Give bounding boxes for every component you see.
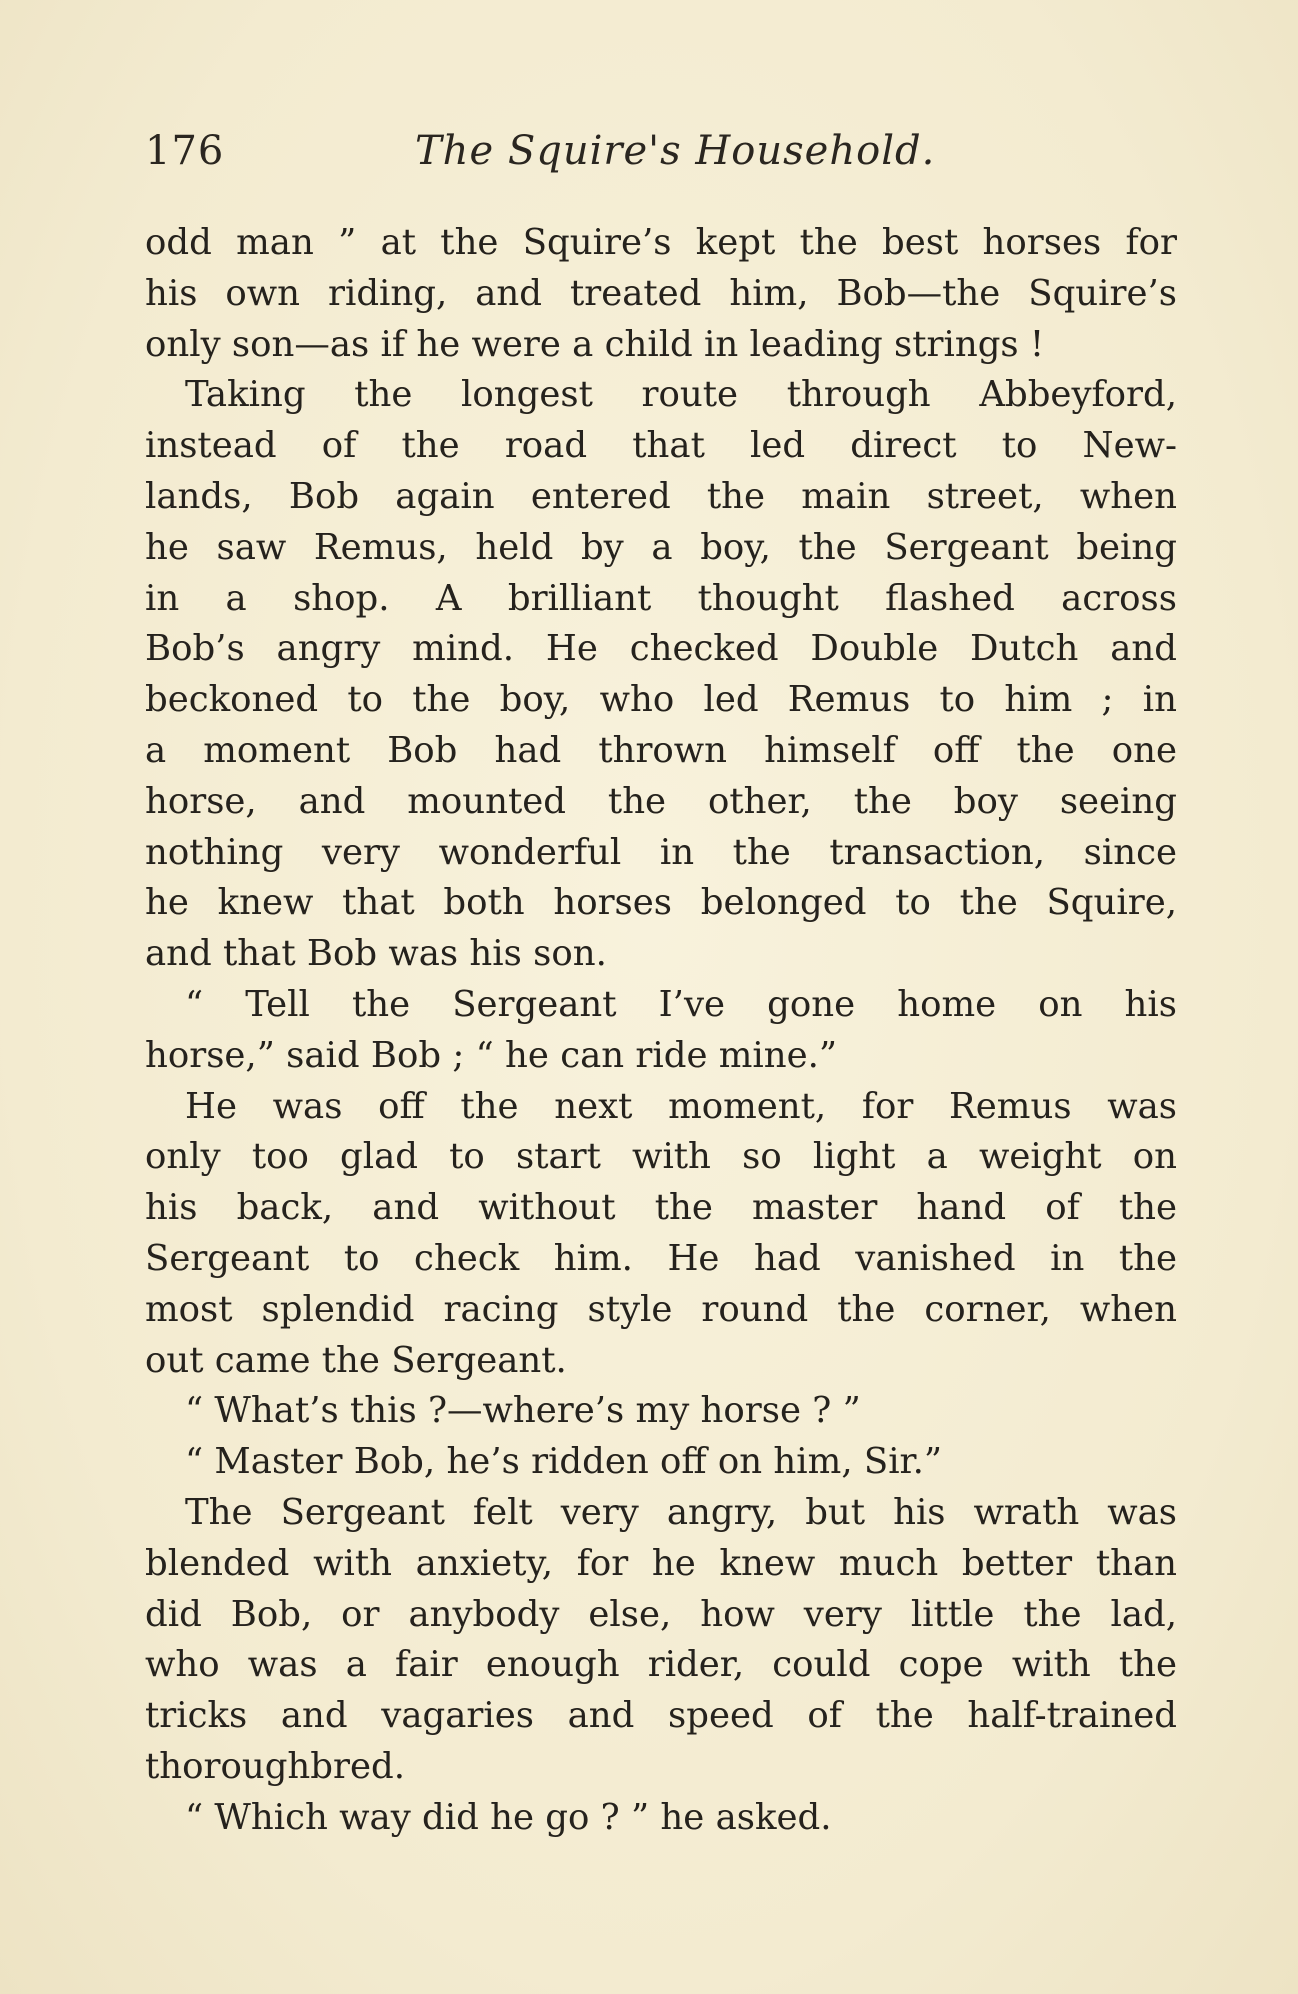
text-line: who was a fair enough rider, could cope with the — [145, 1644, 1177, 1686]
text-line: only too glad to start with so light a weight on — [145, 1136, 1177, 1178]
text-line: out came the Sergeant. — [145, 1339, 567, 1381]
text-line: tricks and vagaries and speed of the half-trained — [145, 1695, 1177, 1737]
text-line: odd man ” at the Squire’s kept the best horses for — [145, 222, 1177, 263]
text-line: lands, Bob again entered the main street, when — [145, 475, 1177, 517]
text-line: in a shop. A brilliant thought flashed across — [145, 577, 1177, 619]
running-title: The Squire's Household. — [415, 128, 936, 174]
text-line: Sergeant to check him. He had vanished in the — [145, 1237, 1177, 1279]
text-line: “ Tell the Sergeant I’ve gone home on his — [185, 983, 1177, 1025]
text-line: Bob’s angry mind. He checked Double Dutch and — [145, 628, 1177, 670]
text-line: “ Which way did he go ? ” he asked. — [185, 1796, 832, 1838]
text-line: he saw Remus, held by a boy, the Sergeant being — [145, 526, 1177, 568]
text-line: instead of the road that led direct to New- — [145, 425, 1177, 467]
text-line: his own riding, and treated him, Bob—the Squire’s — [145, 272, 1177, 314]
text-line: he knew that both horses belonged to the Squire, — [145, 882, 1177, 924]
page-number: 176 — [145, 128, 225, 174]
running-header — [145, 128, 1175, 188]
text-line: did Bob, or anybody else, how very little the lad, — [145, 1593, 1177, 1635]
text-line: blended with anxiety, for he knew much better than — [145, 1542, 1177, 1584]
text-line: beckoned to the boy, who led Remus to him ; in — [145, 679, 1177, 721]
text-line: horse, and mounted the other, the boy seeing — [145, 780, 1177, 822]
text-line: He was off the next moment, for Remus was — [185, 1085, 1177, 1127]
text-line: “ What’s this ?—where’s my horse ? ” — [185, 1390, 861, 1432]
text-line: Taking the longest route through Abbeyford, — [185, 374, 1177, 416]
text-line: and that Bob was his son. — [145, 933, 607, 975]
body-text — [145, 218, 1177, 1844]
text-line: nothing very wonderful in the transaction, since — [145, 831, 1177, 873]
text-line: his back, and without the master hand of the — [145, 1187, 1177, 1229]
text-line: most splendid racing style round the corner, when — [145, 1288, 1177, 1330]
text-line: The Sergeant felt very angry, but his wrath was — [185, 1491, 1177, 1533]
text-line: a moment Bob had thrown himself off the one — [145, 729, 1177, 771]
text-line: only son—as if he were a child in leading strings ! — [145, 323, 1045, 365]
text-line: thoroughbred. — [145, 1745, 406, 1787]
text-line: horse,” said Bob ; “ he can ride mine.” — [145, 1034, 838, 1076]
text-line: “ Master Bob, he’s ridden off on him, Sir.” — [185, 1441, 943, 1483]
